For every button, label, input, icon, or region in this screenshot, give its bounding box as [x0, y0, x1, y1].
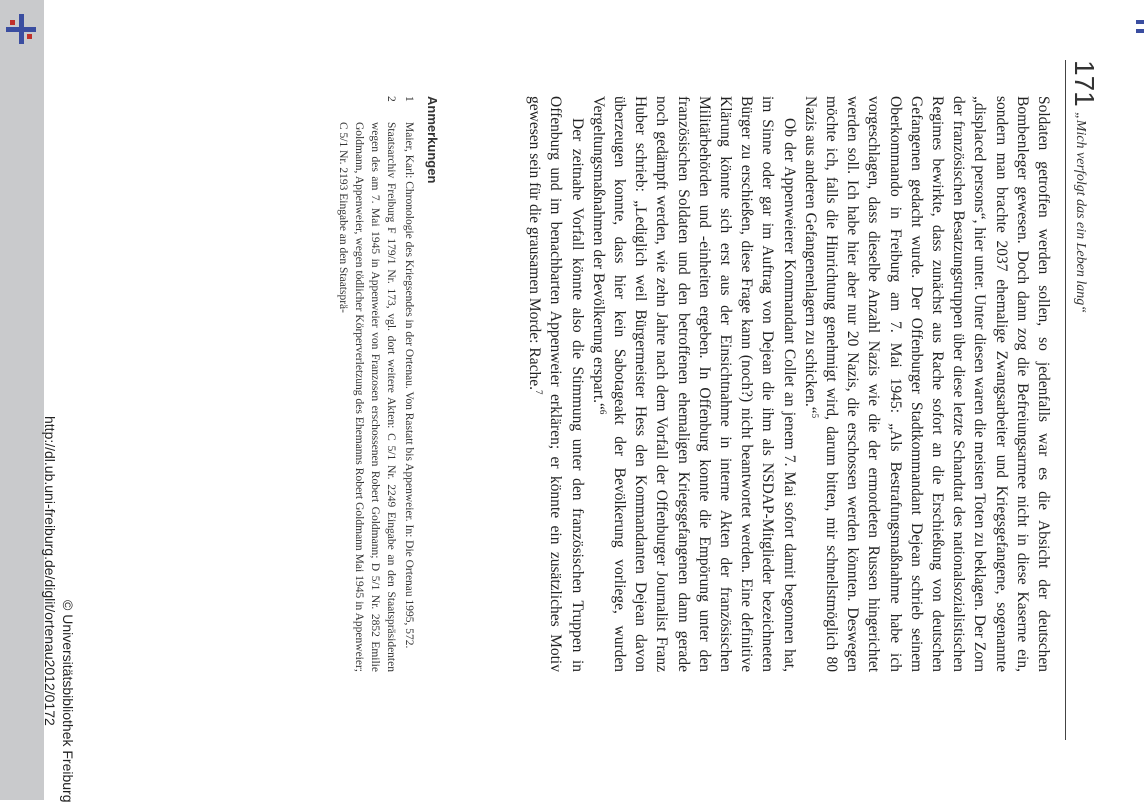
page-number: 171 — [1069, 60, 1100, 107]
notes-title: Anmerkungen — [425, 96, 440, 184]
note-number: 1 — [403, 96, 415, 102]
body-text — [524, 96, 1054, 672]
note-item — [401, 96, 417, 672]
footer-url[interactable]: http://dl.ub.uni-freiburg.de/diglit/ortenau2012/0172 — [42, 416, 58, 726]
note-text: Staatsarchiv Freiburg F 179/1 Nr. 173, vgl. dort weitere Akten: C 5/1 Nr. 2249 Eingabe an den Staatspräsidenten wegen des am 7. Mai 1945 in Appenweier von Franzosen erschossenen Robert Goldmann; D 5/1 Nr. 2852 Emilie Goldmann, Appenweier, wegen tödlicher Körperverletzung des Ehemanns Robert Goldmann Mai 1945 in Appenweier; C 5/1 Nr. 2193 Eingabe an den Staatsprä- — [337, 122, 397, 672]
page-header — [1065, 60, 1100, 740]
edge-marks-icon — [1136, 20, 1146, 46]
note-text: Maier, Karl: Chronologie des Kriegsendes in der Ortenau. Von Rastatt bis Appenweier. In: Die Ortenau 1995, 572. — [403, 122, 415, 649]
footnote-mark: 7 — [534, 389, 545, 395]
book-page — [42, 0, 1108, 803]
footer-copyright: © Universitätsbibliothek Freiburg — [60, 600, 76, 803]
viewer-sidebar — [0, 0, 44, 800]
footnote-mark: 5 — [809, 413, 820, 419]
footnote-mark: 6 — [597, 409, 608, 415]
paragraph: Soldaten getroffen werden sollen, so jedenfalls war es die Absicht der deutschen Bombenleger gewesen. Doch dann zog die Befreiungsarmee nicht in diese Kaserne ein, sondern man brachte 2037 ehemalige Zwangsarbeiter und Kriegsgefangene, sogenannte „displaced persons“, hier unter. Unter diesen waren die meisten Toten zu beklagen. Der Zorn der französischen Besatzungstruppen über diese letzte Schandtat des nationalsozialistischen Regimes bewirkte, dass zunächst aus Rache sofort an die Erschießung von deutschen Gefangenen gedacht wurde. Der Offenburger Stadtkommandant Dejean schrieb seinem Oberkommando in Freiburg am 7. Mai 1945: „Als Bestrafungsmaßnahme habe ich vorgeschlagen, dass dieselbe Anzahl Nazis wie die der ermordeten Russen hingerichtet werden soll. Ich habe hier aber nur 20 Nazis, die erschossen werden könnten. Deswegen möchte ich, falls die Hinrichtung genehmigt wird, darum bitten, mir schnellstmöglich 80 Nazis aus anderen Gefangenenlagern zu schicken.“$^5$ — [801, 96, 1052, 672]
notes-section — [333, 96, 440, 672]
university-logo-icon — [6, 14, 36, 44]
paragraph: Ob der Appenweierer Kommandant Collet an jenem 7. Mai sofort damit begonnen hat, im Sinne oder gar im Auftrag von Dejean die ihm als NSDAP-Mitglieder bezeichneten Bürger zu erschießen, diese Frage kann (noch?) nicht beantwortet werden. Eine definitive Klärung könnte sich erst aus der Einsichtnahme in interne Akten der französischen Militärbehörden und -einheiten ergeben. In Offenburg konnte die Empörung unter den französischen Soldaten und den betroffenen ehemaligen Kriegsgefangenen dann gerade noch gedämpft werden, wie zehn Jahre nach dem Vorfall der Offenburger Journalist Franz Huber schrieb: „Lediglich weil Bürgermeister Hess den Kommandanten Dejean davon überzeugen konnte, dass hier kein Sabotageakt der Bevölkerung vorliege, wurden Vergeltungsmaßnahmen der Bevölkerung erspart.“$^6$ — [589, 96, 798, 672]
note-number: 2 — [385, 96, 397, 102]
note-item — [335, 96, 399, 672]
running-head: „Mich verfolgt das ein Leben lang“ — [1073, 112, 1088, 314]
paragraph: Der zeitnahe Vorfall könnte also die Stimmung unter den französischen Truppen in Offenburg und im benachbarten Appenweier erklären; er könnte ein zusätzliches Motiv gewesen sein für die grausamen Morde: Rache.$^7$ — [526, 96, 586, 672]
